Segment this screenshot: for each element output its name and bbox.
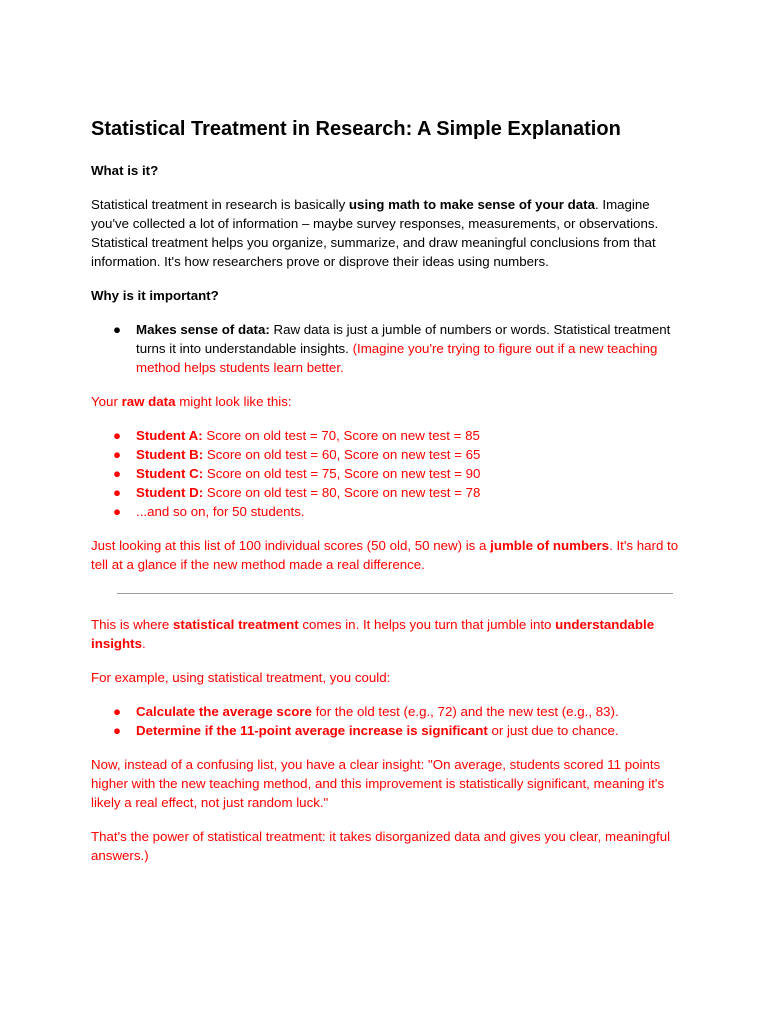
where-bold-1: statistical treatment — [173, 617, 299, 632]
raw-data-bold: raw data — [121, 394, 176, 409]
importance-item-text: Raw data is just a jumble of numbers or words. Statistical treatment turns it into understandable insights. — [136, 322, 671, 356]
importance-item-bold: Makes sense of data: — [136, 322, 270, 337]
student-name: Student B: — [136, 447, 204, 462]
heading-why-important: Why is it important? — [91, 288, 219, 303]
bullet-icon: ● — [113, 485, 122, 500]
student-list — [91, 426, 691, 521]
bullet-icon: ● — [113, 428, 122, 443]
bullet-icon: ● — [113, 447, 122, 462]
bullet-icon: ● — [113, 704, 122, 719]
example-text: for the old test (e.g., 72) and the new test (e.g., 83). — [311, 704, 619, 719]
student-scores: Score on old test = 70, Score on new test = 85 — [202, 428, 480, 443]
bullet-icon: ● — [113, 723, 122, 738]
list-item — [91, 483, 691, 502]
list-item — [91, 721, 691, 740]
where-paragraph — [91, 615, 691, 653]
intro-text-bold: using math to make sense of your data — [348, 197, 595, 212]
jumble-post: . It's hard to tell at a glance if the new method made a real difference. — [91, 538, 679, 572]
student-scores: Score on old test = 80, Score on new test = 78 — [203, 485, 481, 500]
where-mid: comes in. It helps you turn that jumble into — [298, 617, 556, 632]
jumble-pre: Just looking at this list of 100 individual scores (50 old, 50 new) is a — [91, 538, 491, 553]
page-title: Statistical Treatment in Research: A Simple Explanation — [91, 118, 621, 140]
student-name: Student A: — [136, 428, 203, 443]
list-item — [91, 464, 691, 483]
intro-paragraph — [91, 195, 691, 271]
student-more: ...and so on, for 50 students. — [136, 504, 305, 519]
heading-what-is-it: What is it? — [91, 163, 159, 178]
student-scores: Score on old test = 60, Score on new test = 65 — [203, 447, 481, 462]
bullet-icon: ● — [113, 466, 122, 481]
importance-list — [91, 320, 691, 377]
student-name: Student D: — [136, 485, 204, 500]
example-bold: Calculate the average score — [136, 704, 312, 719]
list-item — [91, 320, 691, 377]
example-intro: For example, using statistical treatment, you could: — [91, 670, 391, 685]
example-list — [91, 702, 691, 740]
document-content — [91, 116, 691, 865]
student-name: Student C: — [136, 466, 204, 481]
intro-text-pre: Statistical treatment in research is basically — [91, 197, 349, 212]
power-paragraph: That's the power of statistical treatment: it takes disorganized data and gives you clear, meaningful answers.) — [91, 829, 671, 863]
list-item — [91, 502, 691, 521]
insight-paragraph: Now, instead of a confusing list, you have a clear insight: "On average, students scored 11 points higher with the new teaching method, and this improvement is statistically significant, meaning it's likely a real effect, not just random luck." — [91, 757, 665, 810]
jumble-paragraph — [91, 536, 691, 574]
list-item — [91, 426, 691, 445]
intro-text-post: . Imagine you've collected a lot of information – maybe survey responses, measurements, or observations. Statistical treatment helps you organize, summarize, and draw meaningful conclusions from that information. It's how researchers prove or disprove their ideas using numbers. — [91, 197, 659, 269]
list-item — [91, 702, 691, 721]
importance-item-red: (Imagine you're trying to figure out if a new teaching method helps students learn better. — [136, 341, 658, 375]
example-text: or just due to chance. — [487, 723, 619, 738]
student-scores: Score on old test = 75, Score on new test = 90 — [203, 466, 481, 481]
jumble-bold: jumble of numbers — [490, 538, 610, 553]
where-pre: This is where — [91, 617, 174, 632]
list-item — [91, 445, 691, 464]
raw-data-pre: Your — [91, 394, 122, 409]
where-bold-2: understandable insights — [91, 617, 655, 651]
bullet-icon: ● — [113, 322, 122, 337]
horizontal-rule — [117, 593, 673, 594]
raw-data-intro — [91, 392, 691, 411]
where-post: . — [141, 636, 146, 651]
bullet-icon: ● — [113, 504, 122, 519]
raw-data-post: might look like this: — [175, 394, 292, 409]
example-bold: Determine if the 11-point average increase is significant — [136, 723, 488, 738]
